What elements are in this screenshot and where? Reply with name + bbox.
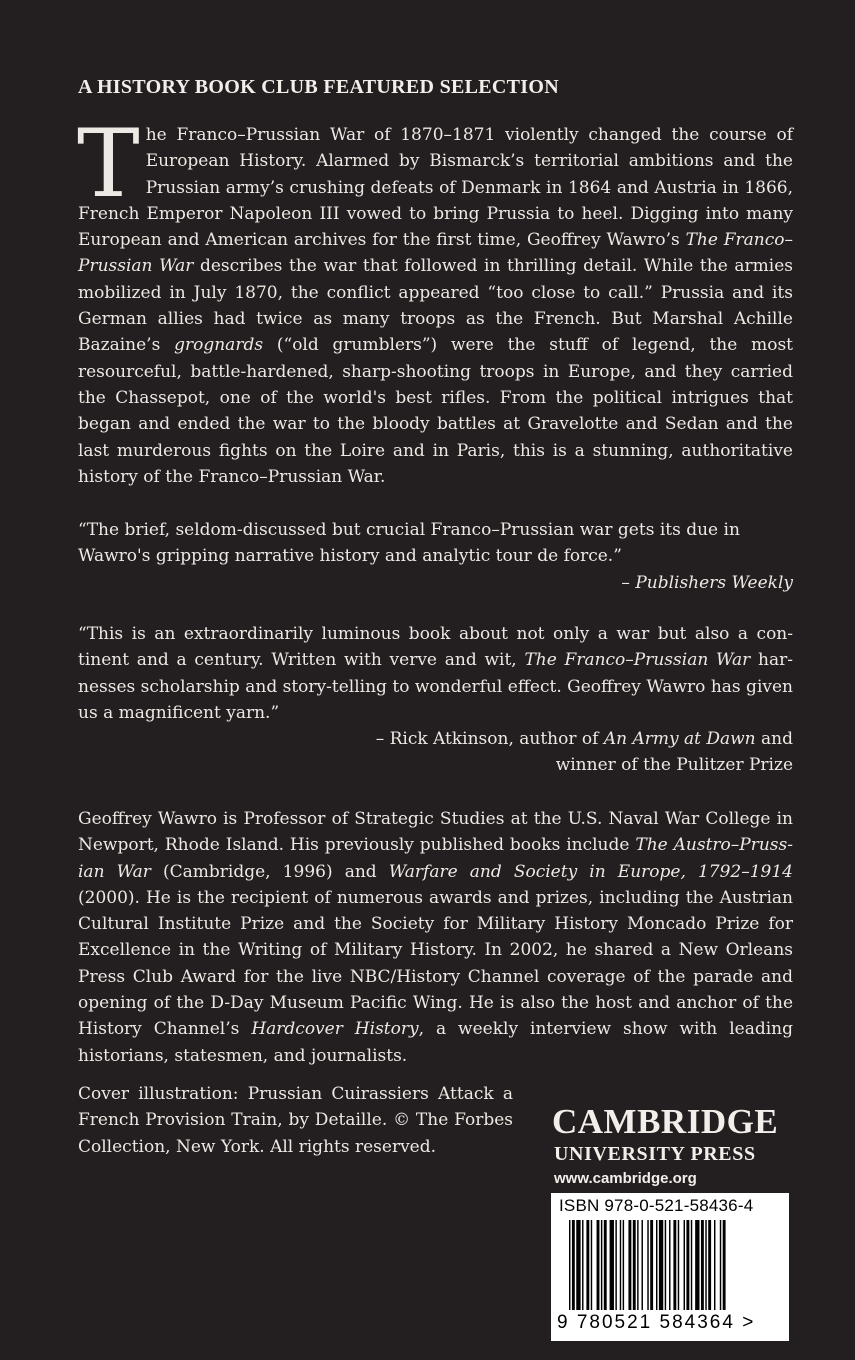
featured-selection-heading: A HISTORY BOOK CLUB FEATURED SELECTION — [78, 76, 559, 98]
barcode-bar — [582, 1220, 583, 1310]
barcode-digits: 9 780521 584364 > — [557, 1312, 756, 1333]
description-text-1: he Franco–Prussian War of 1870–1871 violently changed the course of European History. Alarmed by Bismarck’s territorial ambitions and the Prussian army’s crushing defeats of Denmark in 1864 and Austria in 1866, French Emperor Napoleon III vowed to bring Prussia to heel. Digging into many European and American archives for the first time, Geoffrey Wawro’s — [78, 125, 793, 251]
cover-illustration-credit: Cover illustration: Prussian Cuirassiers Attack a French Provision Train, by Detaille. © The Forbes Collection, New York. All rights reserved. — [78, 1084, 513, 1157]
drop-cap: T — [77, 110, 140, 219]
barcode-bar — [628, 1220, 631, 1310]
barcode-bar — [633, 1220, 636, 1310]
barcode-bar — [623, 1220, 624, 1310]
barcode-bar — [701, 1220, 704, 1310]
review-quote-publishers-weekly — [78, 517, 793, 596]
book-title-italic: The Franco–Prussian War — [78, 230, 794, 277]
quote-source: Publishers Weekly — [635, 572, 793, 593]
barcode-bar — [723, 1220, 726, 1310]
publisher-logo: CAMBRIDGE — [552, 1102, 779, 1141]
barcode-bar — [597, 1220, 600, 1310]
bio-book-2: Warfare and Society in Europe, 1792–1914 — [388, 861, 793, 882]
barcode-bars — [559, 1220, 781, 1312]
barcode-bar — [576, 1220, 580, 1310]
barcode-bar — [601, 1220, 602, 1310]
quote-attribution: – Rick Atkinson, author of An Army at Dawn and — [375, 729, 793, 750]
barcode-bar — [695, 1220, 699, 1310]
quote-text-a: “This is an extraordinarily luminous book about not only a war but also a continent and a century. Written with verve and wit, — [78, 624, 793, 671]
grognards-italic: grognards — [174, 335, 264, 356]
book-description — [77, 110, 794, 490]
barcode-bar — [678, 1220, 679, 1310]
author-bio: Geoffrey Wawro is Professor of Strategic Studies at the U.S. Naval War College in Newport, Rhode Island. His previously published books include The Austro–Prussian War (Cambridge, 1996) and Warfare and Society in Europe, 1792–1914 (2000). He is the recipient of numerous awards and prizes, including the Austrian Cultural Institute Prize and the Society for Military History Moncado Prize for Excellence in the Writing of Military History. In 2002, he shared a New Orleans Press Club Award for the live NBC/History Channel coverage of the parade and opening of the D-Day Museum Pacific Wing. He is also the host and anchor of the History Channel’s Hardcover History, a weekly interview show with leading historians, statesmen, and journalists. — [78, 809, 793, 1066]
barcode-bar — [686, 1220, 689, 1310]
barcode-bar — [569, 1220, 570, 1310]
barcode-bar — [659, 1220, 663, 1310]
quote-text: “The brief, seldom-discussed but crucial Franco–Prussian war gets its due in Wawro's gripping narrative history and analytic tour de force.” — [78, 520, 740, 567]
quote-attribution-line2: winner of the Pulitzer Prize — [555, 755, 793, 776]
publisher-url: www.cambridge.org — [554, 1170, 697, 1187]
review-quote-rick-atkinson — [78, 621, 793, 779]
barcode-bar — [591, 1220, 592, 1310]
isbn-barcode — [551, 1193, 789, 1341]
barcode-bar — [610, 1220, 614, 1310]
barcode-bar — [705, 1220, 706, 1310]
barcode-bar — [620, 1220, 621, 1310]
barcode-bar — [684, 1220, 685, 1310]
barcode-bar — [642, 1220, 643, 1310]
bio-show-title: Hardcover History — [251, 1019, 419, 1040]
barcode-bar — [720, 1220, 721, 1310]
barcode-bar — [586, 1220, 589, 1310]
barcode-bar — [637, 1220, 638, 1310]
barcode-bar — [604, 1220, 607, 1310]
barcode-bar — [714, 1220, 715, 1310]
attrib-book-title: An Army at Dawn — [603, 729, 756, 750]
description-text-2: describes the war that followed in thrilling detail. While the armies mobilized in July 1870, the conflict appeared “too close to call.” Prussia and its German allies had twice as many troops as the French. But Marshal Achille Bazaine’s — [78, 256, 793, 356]
barcode-bar — [673, 1220, 676, 1310]
isbn-label: ISBN 978-0-521-58436-4 — [559, 1196, 754, 1215]
barcode-bar — [650, 1220, 653, 1310]
bio-book-1: The Austro–Prussian War — [78, 835, 793, 882]
barcode-bar — [665, 1220, 666, 1310]
quote-text-b: harnesses scholarship and story-telling to wonderful effect. Geoffrey Wawro has given us a magnificent yarn.” — [78, 650, 793, 723]
barcode-bar — [615, 1220, 616, 1310]
quote-attribution: – Publishers Weekly — [621, 572, 793, 593]
publisher-subtitle: UNIVERSITY PRESS — [554, 1143, 756, 1165]
barcode-bar — [669, 1220, 670, 1310]
barcode-bar — [656, 1220, 657, 1310]
barcode-bar — [708, 1220, 711, 1310]
quote-book-title: The Franco–Prussian War — [524, 650, 751, 671]
barcode-bar — [572, 1220, 575, 1310]
barcode-bar — [691, 1220, 692, 1310]
barcode-bar — [647, 1220, 648, 1310]
description-text-3: (“old grumblers”) were the stuff of legend, the most resourceful, battle-hardened, sharp-shooting troops in Europe, and they carried the Chassepot, one of the world's best rifles. From the political intrigues that began and ended the war to the bloody battles at Gravelotte and Sedan and the last murderous fights on the Loire and in Paris, this is a stunning, authoritative history of the Franco–Prussian War. — [78, 335, 793, 487]
